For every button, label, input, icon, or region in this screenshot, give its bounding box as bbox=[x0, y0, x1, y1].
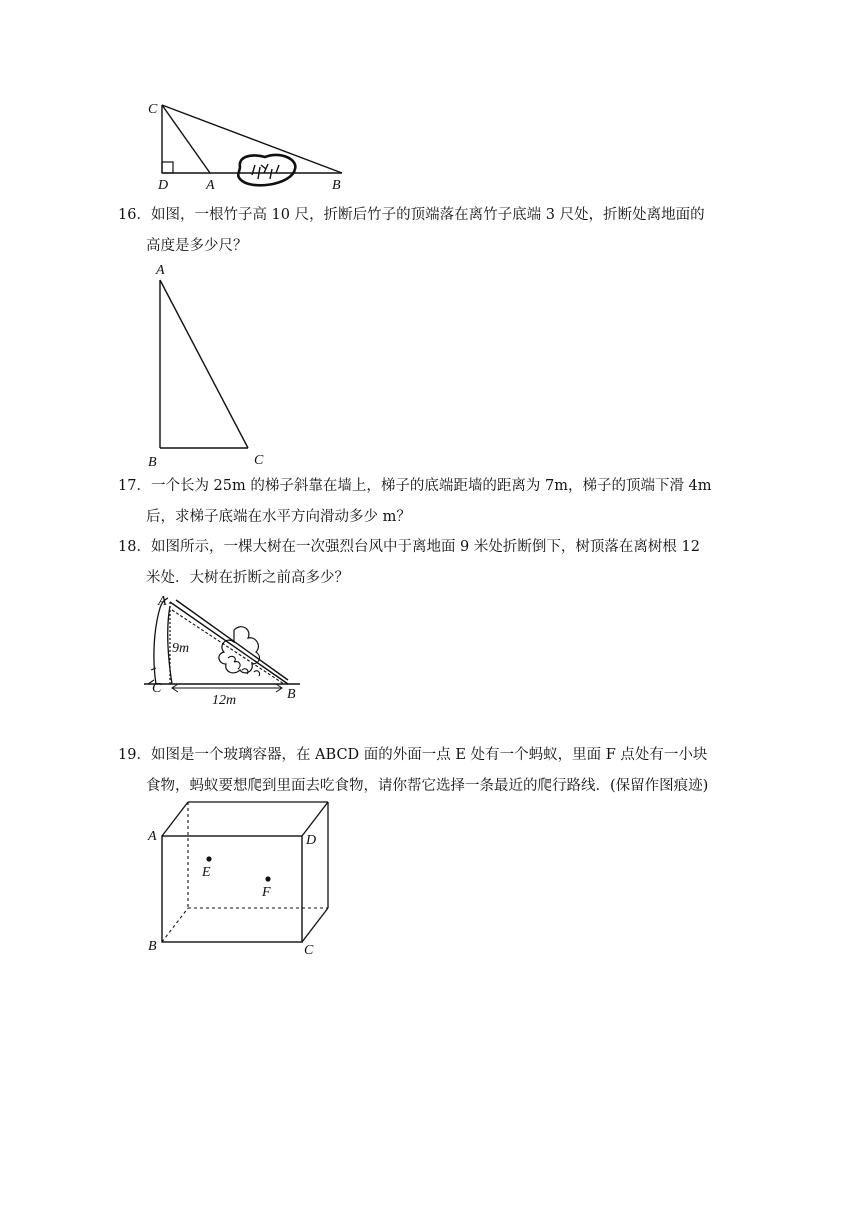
figure-q18 bbox=[142, 588, 307, 708]
label-base: 12m bbox=[212, 693, 237, 708]
point-F bbox=[265, 876, 270, 881]
label-B: B bbox=[148, 455, 157, 470]
question-text-line2: 食物，蚂蚁要想爬到里面去吃食物，请你帮它选择一条最近的爬行路线．(保留作图痕迹) bbox=[146, 778, 709, 794]
question-18 bbox=[118, 532, 738, 594]
question-number: 18． bbox=[118, 539, 151, 555]
label-A: A bbox=[148, 829, 157, 844]
label-C: C bbox=[254, 453, 264, 468]
label-A: A bbox=[156, 263, 165, 278]
label-height: 9m bbox=[172, 641, 190, 656]
label-A: A bbox=[206, 178, 215, 193]
question-number: 19． bbox=[118, 747, 151, 763]
question-17 bbox=[118, 471, 738, 533]
tree-trunk bbox=[148, 598, 172, 684]
question-text-line1: 如图所示，一棵大树在一次强烈台风中于离地面 9 米处折断倒下，树顶落在离树根 12 bbox=[150, 539, 700, 555]
question-text-line1: 一个长为 25m 的梯子斜靠在墙上，梯子的底端距墙的距离为 7m，梯子的顶端下滑 4m bbox=[150, 478, 712, 494]
question-text-line2: 后，求梯子底端在水平方向滑动多少 m？ bbox=[146, 509, 411, 525]
point-E bbox=[206, 856, 211, 861]
label-B: B bbox=[148, 939, 157, 954]
question-text-line1: 如图是一个玻璃容器，在 ABCD 面的外面一点 E 处有一个蚂蚁，里面 F 点处有一小块 bbox=[150, 747, 708, 763]
question-number: 17． bbox=[118, 478, 151, 494]
question-text-line2: 高度是多少尺？ bbox=[146, 238, 248, 254]
label-B: B bbox=[332, 178, 341, 193]
label-E: E bbox=[202, 865, 211, 880]
figure-q19 bbox=[144, 796, 334, 961]
question-19 bbox=[118, 740, 738, 802]
pond-scribble bbox=[238, 155, 295, 185]
label-D: D bbox=[158, 178, 169, 193]
label-B: B bbox=[287, 687, 296, 702]
figure-q16 bbox=[140, 258, 280, 473]
label-C: C bbox=[152, 681, 162, 696]
label-C: C bbox=[304, 943, 314, 958]
question-16 bbox=[118, 200, 738, 262]
label-D: D bbox=[306, 833, 317, 848]
figure-q15 bbox=[140, 95, 355, 195]
question-number: 16． bbox=[118, 207, 151, 223]
question-text-line2: 米处．大树在折断之前高多少？ bbox=[146, 570, 349, 586]
question-text-line1: 如图，一根竹子高 10 尺，折断后竹子的顶端落在离竹子底端 3 尺处，折断处离地面的 bbox=[150, 207, 705, 223]
label-F: F bbox=[262, 885, 271, 900]
label-A: A bbox=[158, 594, 167, 609]
label-C: C bbox=[148, 102, 158, 117]
